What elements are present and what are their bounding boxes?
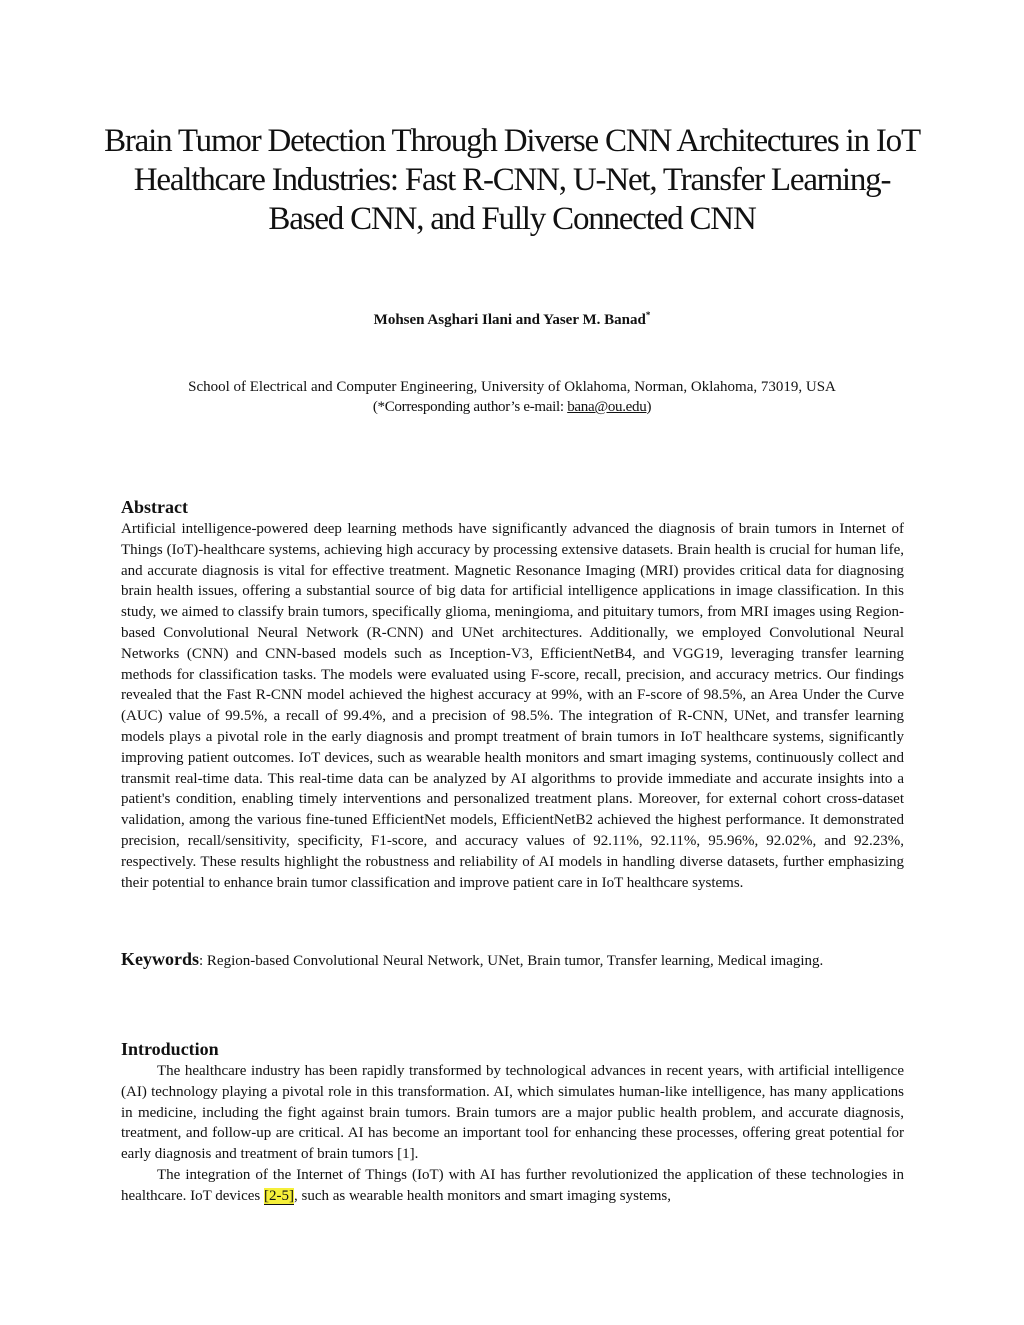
keywords-line — [121, 949, 911, 970]
introduction-heading: Introduction — [121, 1039, 219, 1059]
affiliation: School of Electrical and Computer Engineering, University of Oklahoma, Norman, Oklahoma, 73019, USA — [188, 379, 836, 395]
citation-link-2-5[interactable]: [2-5] — [263, 1187, 294, 1204]
keywords-label: Keywords — [121, 949, 199, 969]
introduction-paragraph-1: The healthcare industry has been rapidly transformed by technological advances in recent years, with artificial intelligence (AI) technology playing a pivotal role in this transformation. AI, which simulates human-like intelligence, has many applications in medicine, including the fight against brain tumors. Brain tumors are a major public health problem, and accurate diagnosis, treatment, and follow-up are critical. AI has become an important tool for enhancing these processes, offering great potential for early diagnosis and treatment of brain tumors [1]. — [121, 1063, 904, 1163]
correspondence-prefix: (*Corresponding author’s e-mail: — [372, 399, 568, 415]
corresponding-author-mark: * — [645, 310, 651, 320]
correspondence-line — [80, 397, 944, 417]
correspondence-suffix: ) — [646, 399, 652, 415]
introduction-paragraph-2 — [121, 1165, 904, 1207]
keywords-text: : Region-based Convolutional Neural Network, UNet, Brain tumor, Transfer learning, Medical imaging. — [199, 953, 824, 969]
paper-title: Brain Tumor Detection Through Diverse CNN Architectures in IoT Healthcare Industries: Fast R-CNN, U-Net, Transfer Learning-Based CNN, and Fully Connected CNN — [104, 123, 920, 237]
abstract-text: Artificial intelligence-powered deep learning methods have significantly advanced the diagnosis of brain tumors in Internet of Things (IoT)-healthcare systems, achieving high accuracy by processing extensive datasets. Brain health is crucial for human life, and accurate diagnosis is vital for effective treatment. Magnetic Resonance Imaging (MRI) provides critical data for diagnosing brain health issues, offering a substantial source of big data for artificial intelligence applications in image classification. In this study, we aimed to classify brain tumors, specifically glioma, meningioma, and pituitary tumors, from MRI images using Region-based Convolutional Neural Network (R-CNN) and UNet architectures. Additionally, we employed Convolutional Neural Networks (CNN) and CNN-based models such as Inception-V3, EfficientNetB4, and VGG19, leveraging transfer learning methods for classification tasks. The models were evaluated using F-score, recall, precision, and accuracy metrics. Our findings revealed that the Fast R-CNN model achieved the highest accuracy at 99%, with an F-score of 98.5%, an Area Under the Curve (AUC) value of 99.5%, a recall of 99.4%, and a precision of 98.5%. The integration of R-CNN, UNet, and transfer learning models plays a pivotal role in the early diagnosis and prompt treatment of brain tumors in IoT healthcare systems, significantly improving patient outcomes. IoT devices, such as wearable health monitors and smart imaging systems, continuously collect and transmit real-time data. This real-time data can be analyzed by AI algorithms to provide immediate and accurate insights into a patient's condition, enabling timely interventions and personalized treatment plans. Moreover, for external cohort cross-dataset validation, among the various fine-tuned EfficientNet models, EfficientNetB2 achieved the highest performance. It demonstrated precision, recall/sensitivity, specificity, F1-score, and accuracy values of 92.11%, 92.11%, 95.96%, 92.02%, and 92.23%, respectively. These results highlight the robustness and reliability of AI models in handling diverse datasets, further emphasizing their potential to enhance brain tumor classification and improve patient care in IoT healthcare systems. — [121, 521, 904, 891]
author-email-link[interactable]: bana@ou.edu — [567, 399, 647, 415]
introduction-paragraph-2-end: , such as wearable health monitors and smart imaging systems, — [293, 1187, 671, 1204]
affiliation-block — [80, 377, 944, 417]
authors-names: Mohsen Asghari Ilani and Yaser M. Banad — [373, 312, 646, 328]
author-list — [100, 310, 924, 329]
introduction-paragraph-2-start: The integration of the Internet of Things (IoT) with AI has further revolutionized the application of these technologies in healthcare. IoT devices — [121, 1167, 904, 1204]
abstract-heading: Abstract — [121, 497, 188, 517]
